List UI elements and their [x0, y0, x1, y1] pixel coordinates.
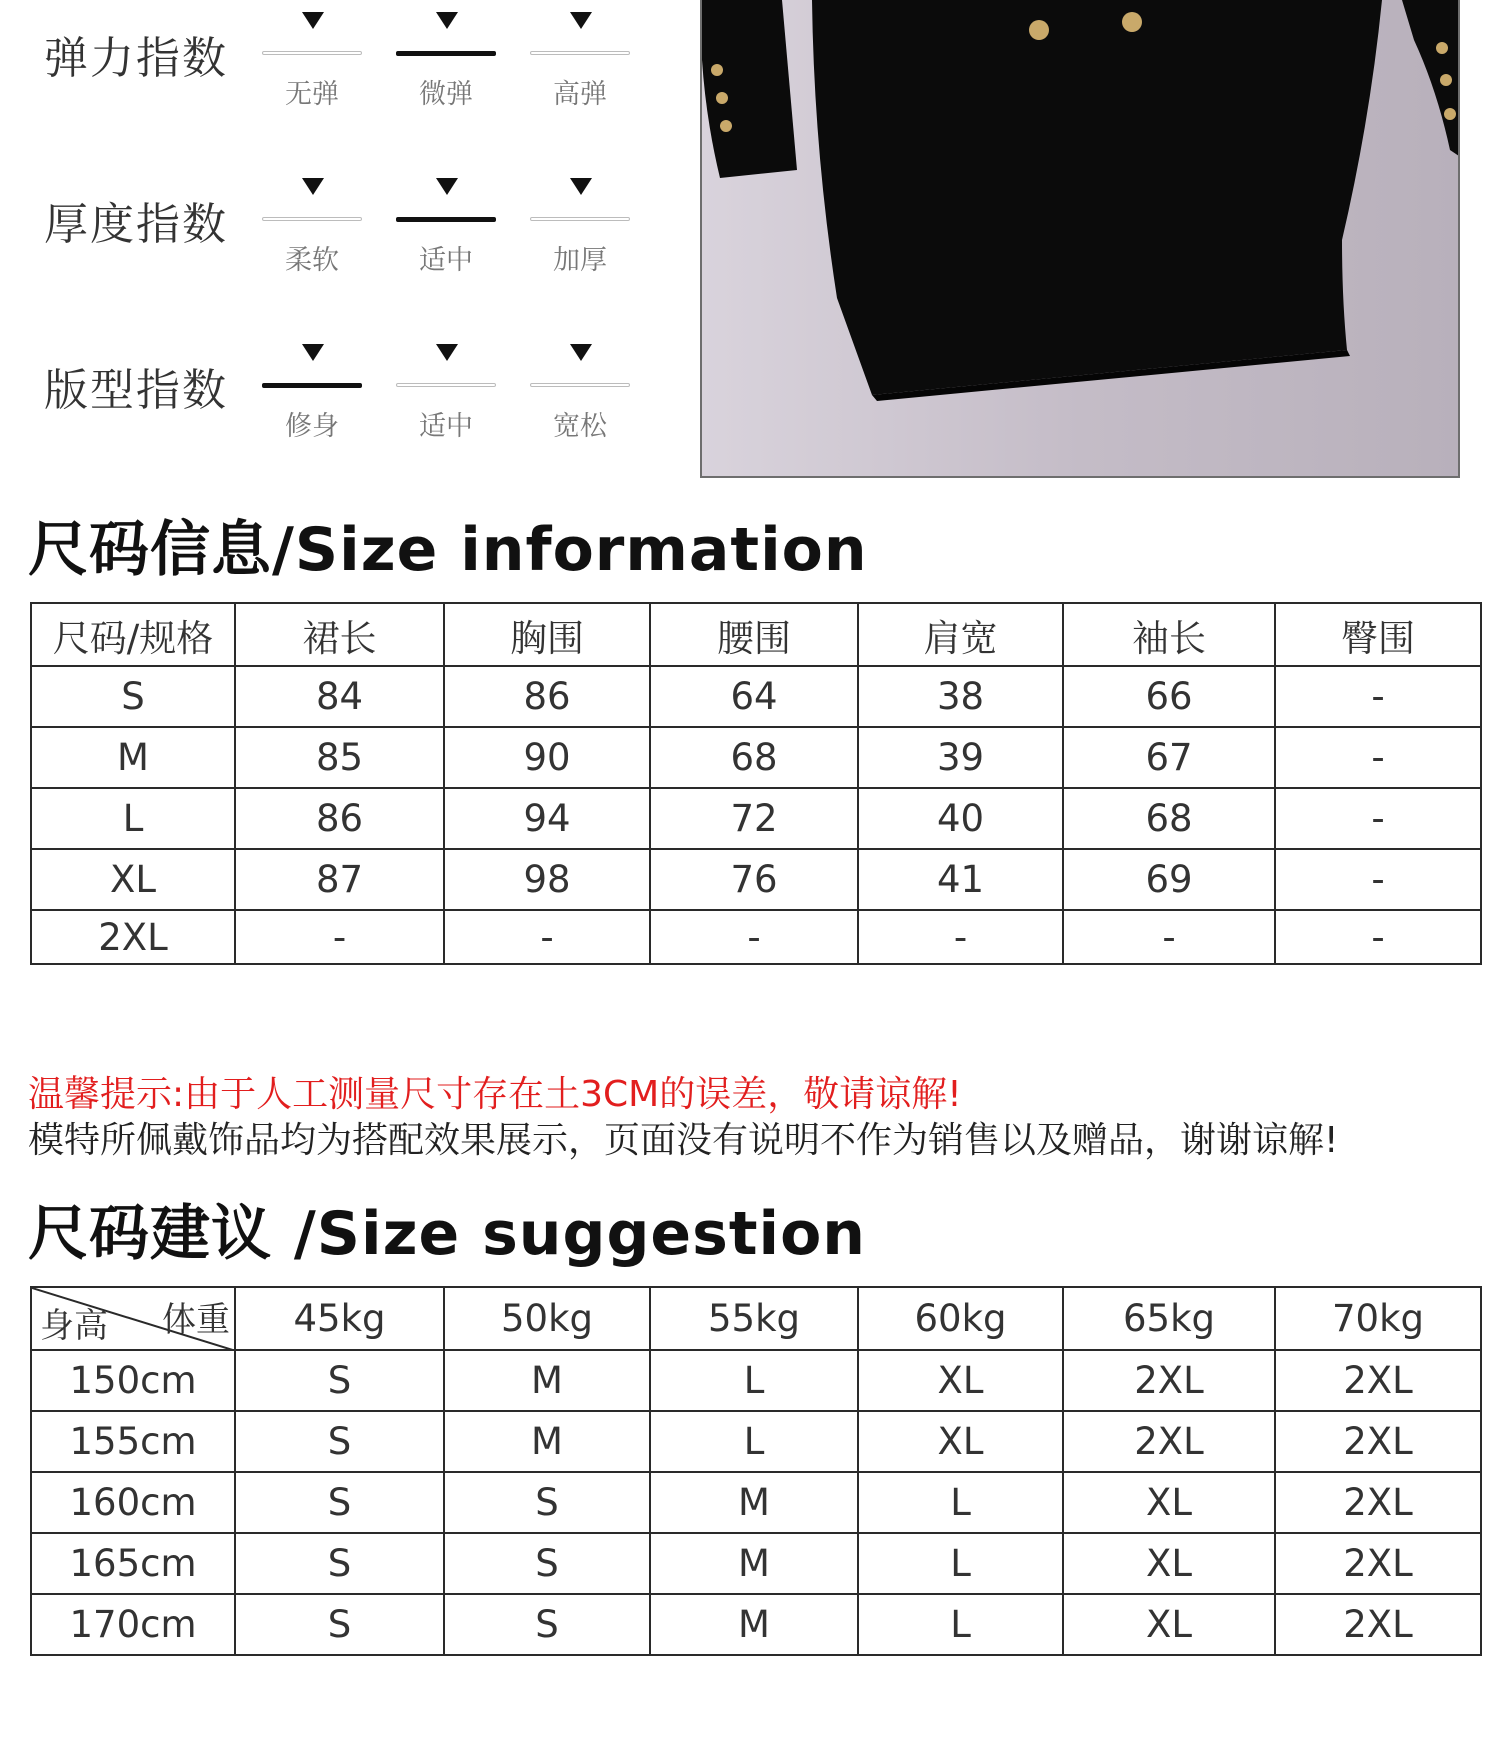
size-suggestion-table: [30, 1286, 1482, 1656]
table-cell: 85: [235, 727, 444, 788]
table-row: [31, 727, 1481, 788]
table-cell: S: [444, 1472, 650, 1533]
table-cell: L: [858, 1533, 1063, 1594]
level-option: [396, 0, 496, 120]
table-cell: -: [1275, 910, 1481, 964]
height-cell: 170cm: [31, 1594, 235, 1655]
table-cell: M: [650, 1472, 858, 1533]
table-cell: 41: [858, 849, 1063, 910]
table-header-row: [31, 603, 1481, 666]
table-cell: XL: [31, 849, 235, 910]
accessory-disclaimer: 模特所佩戴饰品均为搭配效果展示，页面没有说明不作为销售以及赠品，谢谢谅解!: [28, 1120, 1339, 1161]
table-cell: M: [650, 1533, 858, 1594]
table-cell: 90: [444, 727, 650, 788]
table-cell: S: [235, 1411, 444, 1472]
table-cell: XL: [858, 1350, 1063, 1411]
level-label: 无弹: [285, 79, 339, 110]
triangle-marker-icon: [302, 12, 324, 29]
table-cell: -: [1275, 849, 1481, 910]
measurement-warning: 温馨提示:由于人工测量尺寸存在土3CM的误差，敬请谅解!: [28, 1074, 962, 1115]
table-cell: 2XL: [1275, 1411, 1481, 1472]
level-track: [396, 217, 496, 222]
table-cell: -: [1275, 666, 1481, 727]
diagonal-header-cell: [31, 1287, 235, 1350]
level-option: [262, 0, 362, 120]
table-cell: XL: [1063, 1533, 1275, 1594]
table-cell: 84: [235, 666, 444, 727]
table-cell: 67: [1063, 727, 1275, 788]
level-label: 加厚: [553, 245, 607, 276]
table-cell: 72: [650, 788, 858, 849]
triangle-marker-icon: [570, 344, 592, 361]
height-cell: 150cm: [31, 1350, 235, 1411]
table-row: [31, 1472, 1481, 1533]
triangle-marker-icon: [436, 344, 458, 361]
table-cell: XL: [1063, 1594, 1275, 1655]
table-row: [31, 1350, 1481, 1411]
table-cell: -: [444, 910, 650, 964]
level-track: [396, 51, 496, 56]
table-cell: M: [650, 1594, 858, 1655]
weight-header: 50kg: [444, 1287, 650, 1350]
height-axis-label: 身高: [40, 1306, 108, 1346]
index-row-elasticity: [0, 0, 690, 120]
header-cell: 袖长: [1063, 603, 1275, 666]
level-label: 修身: [285, 411, 339, 442]
table-cell: S: [235, 1533, 444, 1594]
table-cell: 94: [444, 788, 650, 849]
weight-header: 45kg: [235, 1287, 444, 1350]
level-option: [396, 332, 496, 452]
table-row: [31, 666, 1481, 727]
level-option: [530, 166, 630, 286]
product-photo: [700, 0, 1460, 478]
level-track: [262, 217, 362, 221]
table-row: [31, 788, 1481, 849]
size-suggestion-title: 尺码建议 /Size suggestion: [28, 1199, 867, 1269]
triangle-marker-icon: [570, 12, 592, 29]
weight-header: 60kg: [858, 1287, 1063, 1350]
table-cell: 38: [858, 666, 1063, 727]
table-cell: 86: [235, 788, 444, 849]
level-track: [530, 383, 630, 387]
table-cell: M: [31, 727, 235, 788]
triangle-marker-icon: [436, 178, 458, 195]
table-cell: M: [444, 1411, 650, 1472]
level-option: [530, 0, 630, 120]
level-track: [530, 217, 630, 221]
table-row: [31, 1533, 1481, 1594]
size-info-table: [30, 602, 1482, 965]
weight-header: 65kg: [1063, 1287, 1275, 1350]
table-cell: L: [31, 788, 235, 849]
index-label: 厚度指数: [44, 199, 228, 250]
height-cell: 165cm: [31, 1533, 235, 1594]
header-cell: 裙长: [235, 603, 444, 666]
level-label: 柔软: [285, 245, 339, 276]
index-row-thickness: [0, 166, 690, 286]
table-cell: 69: [1063, 849, 1275, 910]
level-option: [262, 166, 362, 286]
triangle-marker-icon: [436, 12, 458, 29]
table-row: [31, 1594, 1481, 1655]
triangle-marker-icon: [302, 178, 324, 195]
header-cell: 胸围: [444, 603, 650, 666]
level-label: 微弹: [419, 79, 473, 110]
level-track: [262, 383, 362, 388]
table-cell: XL: [1063, 1472, 1275, 1533]
table-cell: 87: [235, 849, 444, 910]
table-cell: 2XL: [31, 910, 235, 964]
height-cell: 160cm: [31, 1472, 235, 1533]
table-cell: 2XL: [1275, 1594, 1481, 1655]
level-label: 宽松: [553, 411, 607, 442]
table-cell: 39: [858, 727, 1063, 788]
level-option: [262, 332, 362, 452]
table-cell: -: [235, 910, 444, 964]
header-cell: 腰围: [650, 603, 858, 666]
index-label: 弹力指数: [44, 33, 228, 84]
weight-axis-label: 体重: [162, 1300, 230, 1340]
black-dress-image: [702, 0, 1460, 478]
weight-header: 70kg: [1275, 1287, 1481, 1350]
table-cell: S: [444, 1594, 650, 1655]
table-cell: L: [650, 1350, 858, 1411]
table-cell: L: [858, 1472, 1063, 1533]
size-info-title: 尺码信息/Size information: [28, 515, 868, 585]
table-cell: S: [235, 1350, 444, 1411]
table-cell: 2XL: [1275, 1350, 1481, 1411]
level-track: [262, 51, 362, 55]
level-option: [396, 166, 496, 286]
level-label: 高弹: [553, 79, 607, 110]
table-cell: 76: [650, 849, 858, 910]
table-cell: 98: [444, 849, 650, 910]
weight-header: 55kg: [650, 1287, 858, 1350]
table-cell: S: [444, 1533, 650, 1594]
table-cell: L: [858, 1594, 1063, 1655]
table-cell: -: [650, 910, 858, 964]
table-row: [31, 849, 1481, 910]
table-cell: 2XL: [1063, 1350, 1275, 1411]
table-cell: -: [858, 910, 1063, 964]
triangle-marker-icon: [302, 344, 324, 361]
level-label: 适中: [419, 411, 473, 442]
table-cell: -: [1063, 910, 1275, 964]
level-label: 适中: [419, 245, 473, 276]
table-row: [31, 1411, 1481, 1472]
table-cell: S: [235, 1472, 444, 1533]
table-cell: 2XL: [1275, 1472, 1481, 1533]
table-cell: -: [1275, 727, 1481, 788]
table-cell: 2XL: [1063, 1411, 1275, 1472]
table-cell: XL: [858, 1411, 1063, 1472]
level-track: [530, 51, 630, 55]
table-cell: 66: [1063, 666, 1275, 727]
table-cell: 40: [858, 788, 1063, 849]
table-cell: 68: [650, 727, 858, 788]
header-cell: 肩宽: [858, 603, 1063, 666]
table-cell: M: [444, 1350, 650, 1411]
table-cell: S: [31, 666, 235, 727]
table-cell: L: [650, 1411, 858, 1472]
header-cell: 尺码/规格: [31, 603, 235, 666]
table-cell: 86: [444, 666, 650, 727]
table-cell: S: [235, 1594, 444, 1655]
table-cell: 64: [650, 666, 858, 727]
table-cell: 2XL: [1275, 1533, 1481, 1594]
table-header-row: [31, 1287, 1481, 1350]
table-cell: 68: [1063, 788, 1275, 849]
table-cell: -: [1275, 788, 1481, 849]
height-cell: 155cm: [31, 1411, 235, 1472]
index-label: 版型指数: [44, 365, 228, 416]
level-option: [530, 332, 630, 452]
index-row-fit: [0, 332, 690, 452]
header-cell: 臀围: [1275, 603, 1481, 666]
triangle-marker-icon: [570, 178, 592, 195]
table-row: [31, 910, 1481, 964]
level-track: [396, 383, 496, 387]
